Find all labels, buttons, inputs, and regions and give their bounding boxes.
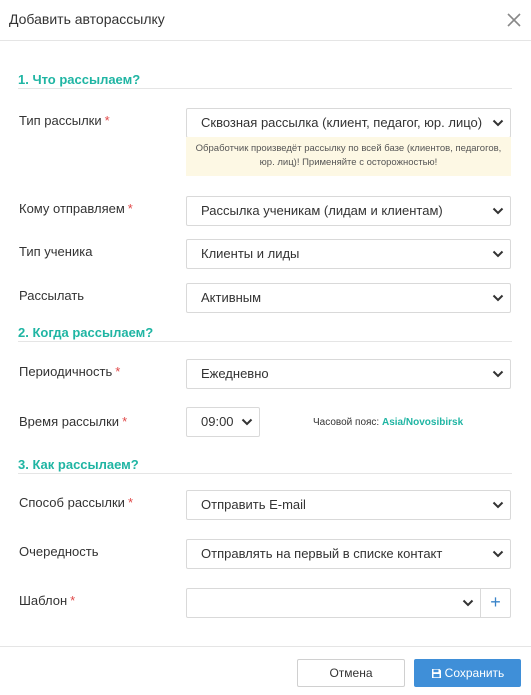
- recipient-label: Кому отправляем *: [19, 201, 133, 216]
- mailing-type-value: Сквозная рассылка (клиент, педагог, юр. лицо): [201, 115, 483, 130]
- send-time-select[interactable]: [186, 407, 260, 437]
- recipient-value: Рассылка ученикам (лидам и клиентам): [201, 203, 443, 218]
- save-button[interactable]: [414, 659, 521, 687]
- save-button-label: Сохранить: [444, 666, 505, 680]
- section-divider: [18, 88, 512, 89]
- section-divider: [18, 473, 512, 474]
- send-time-value: 09:00: [201, 414, 234, 429]
- chevron-down-icon: [241, 417, 253, 427]
- timezone-info: [313, 417, 463, 428]
- section-title-when: 2. Когда рассылаем?: [18, 325, 154, 340]
- timezone-value: Asia/Novosibirsk: [381, 417, 464, 428]
- close-icon[interactable]: [503, 9, 525, 31]
- chevron-down-icon: [492, 549, 504, 559]
- recipient-select[interactable]: [186, 196, 511, 226]
- template-label: Шаблон *: [19, 593, 76, 608]
- chevron-down-icon: [492, 118, 504, 128]
- template-select[interactable]: [186, 588, 481, 618]
- chevron-down-icon: [492, 293, 504, 303]
- send-to-value: Активным: [201, 290, 262, 305]
- send-time-label: Время рассылки *: [19, 414, 128, 429]
- method-label: Способ рассылки *: [19, 495, 133, 510]
- chevron-down-icon: [492, 500, 504, 510]
- periodicity-select[interactable]: [186, 359, 511, 389]
- send-to-select[interactable]: [186, 283, 511, 313]
- dialog-title: Добавить авторассылку: [9, 11, 165, 27]
- timezone-label: Часовой пояс:: [313, 417, 380, 428]
- add-template-button[interactable]: +: [481, 588, 511, 618]
- section-divider: [18, 341, 512, 342]
- order-label: Очередность: [19, 544, 99, 559]
- order-value: Отправлять на первый в списке контакт: [201, 546, 443, 561]
- cancel-button[interactable]: Отмена: [297, 659, 405, 687]
- dialog-header: [0, 0, 531, 41]
- chevron-down-icon: [492, 206, 504, 216]
- mailing-type-warning: Обработчик произведёт рассылку по всей базе (клиентов, педагогов, юр. лиц)! Применяйте с осторожностью!: [186, 137, 511, 176]
- chevron-down-icon: [492, 249, 504, 259]
- periodicity-value: Ежедневно: [201, 366, 269, 381]
- mailing-type-select[interactable]: [186, 108, 511, 138]
- student-type-label: Тип ученика: [19, 244, 93, 259]
- section-title-what: 1. Что рассылаем?: [18, 72, 141, 87]
- footer-divider: [0, 646, 531, 647]
- floppy-disk-icon: [431, 668, 442, 679]
- send-to-label: Рассылать: [19, 288, 85, 303]
- periodicity-label: Периодичность *: [19, 364, 121, 379]
- chevron-down-icon: [492, 369, 504, 379]
- method-select[interactable]: [186, 490, 511, 520]
- section-title-how: 3. Как рассылаем?: [18, 457, 139, 472]
- order-select[interactable]: [186, 539, 511, 569]
- method-value: Отправить E-mail: [201, 497, 306, 512]
- chevron-down-icon: [462, 598, 474, 608]
- student-type-select[interactable]: [186, 239, 511, 269]
- student-type-value: Клиенты и лиды: [201, 246, 300, 261]
- mailing-type-label: Тип рассылки *: [19, 113, 110, 128]
